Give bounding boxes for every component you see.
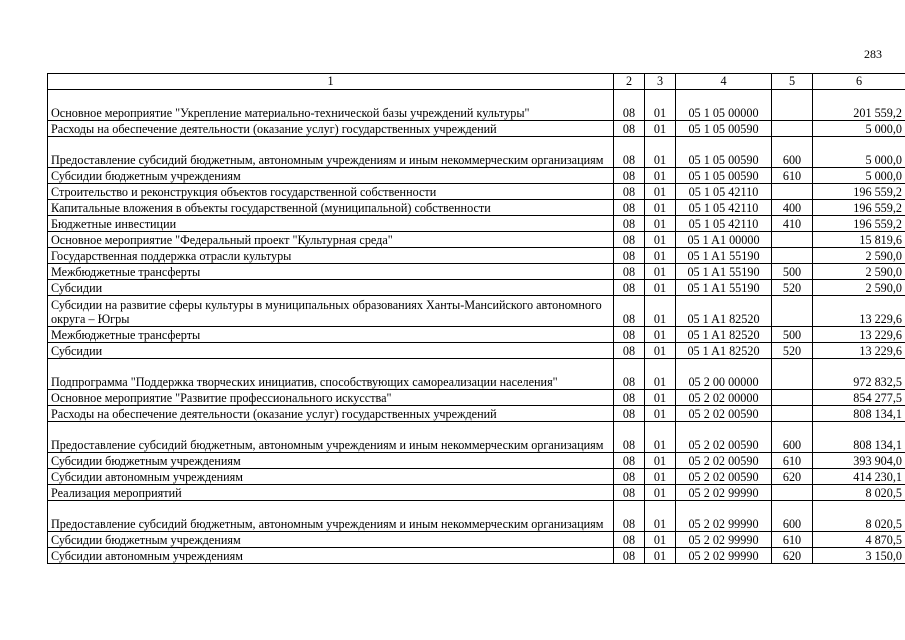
cell-subsection: 01: [645, 548, 676, 564]
table-row: [48, 264, 905, 280]
table-row: [48, 532, 905, 548]
cell-name: Капитальные вложения в объекты государственной (муниципальной) собственности: [48, 200, 614, 216]
table-row: [48, 469, 905, 485]
cell-amount: 201 559,2: [813, 90, 905, 121]
cell-amount: 972 832,5: [813, 359, 905, 390]
table-row: [48, 422, 905, 453]
cell-expense-type: 520: [772, 343, 813, 359]
cell-expense-type: 600: [772, 501, 813, 532]
cell-section: 08: [614, 485, 645, 501]
cell-section: 08: [614, 137, 645, 168]
cell-target-article: 05 1 05 42110: [676, 184, 772, 200]
header-col-4: 4: [676, 74, 772, 90]
cell-amount: 5 000,0: [813, 137, 905, 168]
cell-target-article: 05 2 02 99990: [676, 485, 772, 501]
cell-section: 08: [614, 343, 645, 359]
cell-amount: 5 000,0: [813, 168, 905, 184]
cell-name: Субсидии: [48, 280, 614, 296]
cell-expense-type: 500: [772, 327, 813, 343]
table-row: [48, 406, 905, 422]
cell-target-article: 05 1 05 42110: [676, 200, 772, 216]
cell-target-article: 05 2 00 00000: [676, 359, 772, 390]
cell-subsection: 01: [645, 469, 676, 485]
budget-table: [47, 73, 905, 564]
table-row: [48, 248, 905, 264]
cell-section: 08: [614, 296, 645, 327]
cell-subsection: 01: [645, 501, 676, 532]
cell-name: Субсидии бюджетным учреждениям: [48, 168, 614, 184]
cell-target-article: 05 1 A1 55190: [676, 248, 772, 264]
cell-expense-type: 500: [772, 264, 813, 280]
cell-section: 08: [614, 532, 645, 548]
cell-target-article: 05 1 05 42110: [676, 216, 772, 232]
cell-name: Межбюджетные трансферты: [48, 264, 614, 280]
table-header: [48, 74, 905, 90]
table-row: [48, 390, 905, 406]
cell-target-article: 05 1 05 00590: [676, 137, 772, 168]
cell-amount: 196 559,2: [813, 184, 905, 200]
cell-section: 08: [614, 280, 645, 296]
cell-expense-type: 520: [772, 280, 813, 296]
cell-subsection: 01: [645, 327, 676, 343]
cell-subsection: 01: [645, 406, 676, 422]
cell-amount: 4 870,5: [813, 532, 905, 548]
cell-section: 08: [614, 216, 645, 232]
cell-amount: 13 229,6: [813, 327, 905, 343]
cell-subsection: 01: [645, 200, 676, 216]
cell-amount: 5 000,0: [813, 121, 905, 137]
cell-section: 08: [614, 168, 645, 184]
cell-target-article: 05 1 A1 82520: [676, 327, 772, 343]
header-col-2: 2: [614, 74, 645, 90]
cell-section: 08: [614, 327, 645, 343]
cell-amount: 8 020,5: [813, 501, 905, 532]
cell-target-article: 05 1 A1 55190: [676, 280, 772, 296]
cell-name: Межбюджетные трансферты: [48, 327, 614, 343]
cell-target-article: 05 1 05 00590: [676, 168, 772, 184]
cell-target-article: 05 1 05 00000: [676, 90, 772, 121]
cell-expense-type: [772, 184, 813, 200]
cell-expense-type: 620: [772, 548, 813, 564]
cell-expense-type: [772, 406, 813, 422]
cell-name: Основное мероприятие "Укрепление материально-технической базы учреждений культуры": [48, 90, 614, 121]
table-row: [48, 327, 905, 343]
cell-section: 08: [614, 90, 645, 121]
cell-expense-type: [772, 359, 813, 390]
cell-amount: 808 134,1: [813, 422, 905, 453]
cell-name: Предоставление субсидий бюджетным, автономным учреждениям и иным некоммерческим организациям: [48, 422, 614, 453]
cell-expense-type: [772, 390, 813, 406]
header-row: [48, 74, 905, 90]
cell-target-article: 05 1 05 00590: [676, 121, 772, 137]
table-body: [48, 90, 905, 564]
header-col-3: 3: [645, 74, 676, 90]
cell-section: 08: [614, 184, 645, 200]
cell-expense-type: [772, 90, 813, 121]
page-number: 283: [864, 47, 882, 61]
cell-name: Субсидии бюджетным учреждениям: [48, 532, 614, 548]
cell-amount: 2 590,0: [813, 264, 905, 280]
cell-name: Расходы на обеспечение деятельности (оказание услуг) государственных учреждений: [48, 121, 614, 137]
cell-section: 08: [614, 232, 645, 248]
table-row: [48, 121, 905, 137]
cell-target-article: 05 1 A1 00000: [676, 232, 772, 248]
cell-section: 08: [614, 469, 645, 485]
cell-section: 08: [614, 390, 645, 406]
header-col-1: 1: [48, 74, 614, 90]
table-row: [48, 359, 905, 390]
cell-subsection: 01: [645, 453, 676, 469]
cell-name: Предоставление субсидий бюджетным, автономным учреждениям и иным некоммерческим организациям: [48, 501, 614, 532]
cell-section: 08: [614, 121, 645, 137]
table-row: [48, 168, 905, 184]
cell-target-article: 05 1 A1 82520: [676, 343, 772, 359]
cell-subsection: 01: [645, 343, 676, 359]
cell-expense-type: 610: [772, 532, 813, 548]
cell-target-article: 05 2 02 00590: [676, 406, 772, 422]
cell-expense-type: [772, 121, 813, 137]
table-row: [48, 184, 905, 200]
cell-amount: 854 277,5: [813, 390, 905, 406]
cell-name: Субсидии автономным учреждениям: [48, 469, 614, 485]
cell-amount: 196 559,2: [813, 216, 905, 232]
cell-name: Субсидии: [48, 343, 614, 359]
cell-name: Субсидии бюджетным учреждениям: [48, 453, 614, 469]
cell-expense-type: [772, 296, 813, 327]
cell-expense-type: 600: [772, 422, 813, 453]
cell-expense-type: 610: [772, 168, 813, 184]
cell-section: 08: [614, 359, 645, 390]
cell-name: Государственная поддержка отрасли культуры: [48, 248, 614, 264]
cell-name: Расходы на обеспечение деятельности (оказание услуг) государственных учреждений: [48, 406, 614, 422]
cell-subsection: 01: [645, 232, 676, 248]
table-row: [48, 548, 905, 564]
cell-name: Субсидии на развитие сферы культуры в муниципальных образованиях Ханты-Мансийского автономного округа – Югры: [48, 296, 614, 327]
cell-subsection: 01: [645, 532, 676, 548]
table-row: [48, 501, 905, 532]
cell-section: 08: [614, 264, 645, 280]
table-row: [48, 137, 905, 168]
cell-subsection: 01: [645, 485, 676, 501]
table-row: [48, 216, 905, 232]
cell-subsection: 01: [645, 216, 676, 232]
header-col-5: 5: [772, 74, 813, 90]
cell-target-article: 05 2 02 99990: [676, 532, 772, 548]
cell-target-article: 05 2 02 00590: [676, 469, 772, 485]
cell-subsection: 01: [645, 90, 676, 121]
cell-section: 08: [614, 248, 645, 264]
cell-subsection: 01: [645, 422, 676, 453]
cell-name: Бюджетные инвестиции: [48, 216, 614, 232]
cell-subsection: 01: [645, 168, 676, 184]
table-row: [48, 485, 905, 501]
cell-subsection: 01: [645, 264, 676, 280]
cell-target-article: 05 2 02 00590: [676, 422, 772, 453]
table-row: [48, 90, 905, 121]
cell-target-article: 05 1 A1 82520: [676, 296, 772, 327]
cell-target-article: 05 2 02 99990: [676, 548, 772, 564]
cell-subsection: 01: [645, 359, 676, 390]
cell-target-article: 05 2 02 00590: [676, 453, 772, 469]
cell-section: 08: [614, 200, 645, 216]
cell-name: Субсидии автономным учреждениям: [48, 548, 614, 564]
cell-subsection: 01: [645, 137, 676, 168]
cell-amount: 2 590,0: [813, 248, 905, 264]
cell-expense-type: 600: [772, 137, 813, 168]
cell-amount: 8 020,5: [813, 485, 905, 501]
cell-target-article: 05 2 02 99990: [676, 501, 772, 532]
cell-expense-type: 620: [772, 469, 813, 485]
cell-expense-type: [772, 485, 813, 501]
cell-section: 08: [614, 453, 645, 469]
cell-amount: 13 229,6: [813, 296, 905, 327]
cell-section: 08: [614, 548, 645, 564]
table-row: [48, 343, 905, 359]
cell-expense-type: [772, 232, 813, 248]
cell-subsection: 01: [645, 184, 676, 200]
cell-name: Основное мероприятие "Федеральный проект "Культурная среда": [48, 232, 614, 248]
cell-name: Подпрограмма "Поддержка творческих инициатив, способствующих самореализации населения": [48, 359, 614, 390]
cell-subsection: 01: [645, 280, 676, 296]
cell-name: Предоставление субсидий бюджетным, автономным учреждениям и иным некоммерческим организациям: [48, 137, 614, 168]
table-row: [48, 296, 905, 327]
cell-subsection: 01: [645, 390, 676, 406]
header-col-6: 6: [813, 74, 905, 90]
cell-name: Реализация мероприятий: [48, 485, 614, 501]
cell-expense-type: 400: [772, 200, 813, 216]
cell-expense-type: 410: [772, 216, 813, 232]
cell-subsection: 01: [645, 121, 676, 137]
cell-expense-type: [772, 248, 813, 264]
cell-amount: 393 904,0: [813, 453, 905, 469]
cell-subsection: 01: [645, 296, 676, 327]
cell-amount: 808 134,1: [813, 406, 905, 422]
cell-section: 08: [614, 501, 645, 532]
cell-amount: 3 150,0: [813, 548, 905, 564]
table-row: [48, 200, 905, 216]
table-row: [48, 453, 905, 469]
table-row: [48, 280, 905, 296]
cell-name: Основное мероприятие "Развитие профессионального искусства": [48, 390, 614, 406]
cell-target-article: 05 1 A1 55190: [676, 264, 772, 280]
cell-amount: 196 559,2: [813, 200, 905, 216]
cell-expense-type: 610: [772, 453, 813, 469]
cell-section: 08: [614, 422, 645, 453]
cell-target-article: 05 2 02 00000: [676, 390, 772, 406]
table-row: [48, 232, 905, 248]
cell-section: 08: [614, 406, 645, 422]
cell-subsection: 01: [645, 248, 676, 264]
cell-amount: 414 230,1: [813, 469, 905, 485]
cell-amount: 13 229,6: [813, 343, 905, 359]
cell-amount: 2 590,0: [813, 280, 905, 296]
cell-amount: 15 819,6: [813, 232, 905, 248]
cell-name: Строительство и реконструкция объектов государственной собственности: [48, 184, 614, 200]
